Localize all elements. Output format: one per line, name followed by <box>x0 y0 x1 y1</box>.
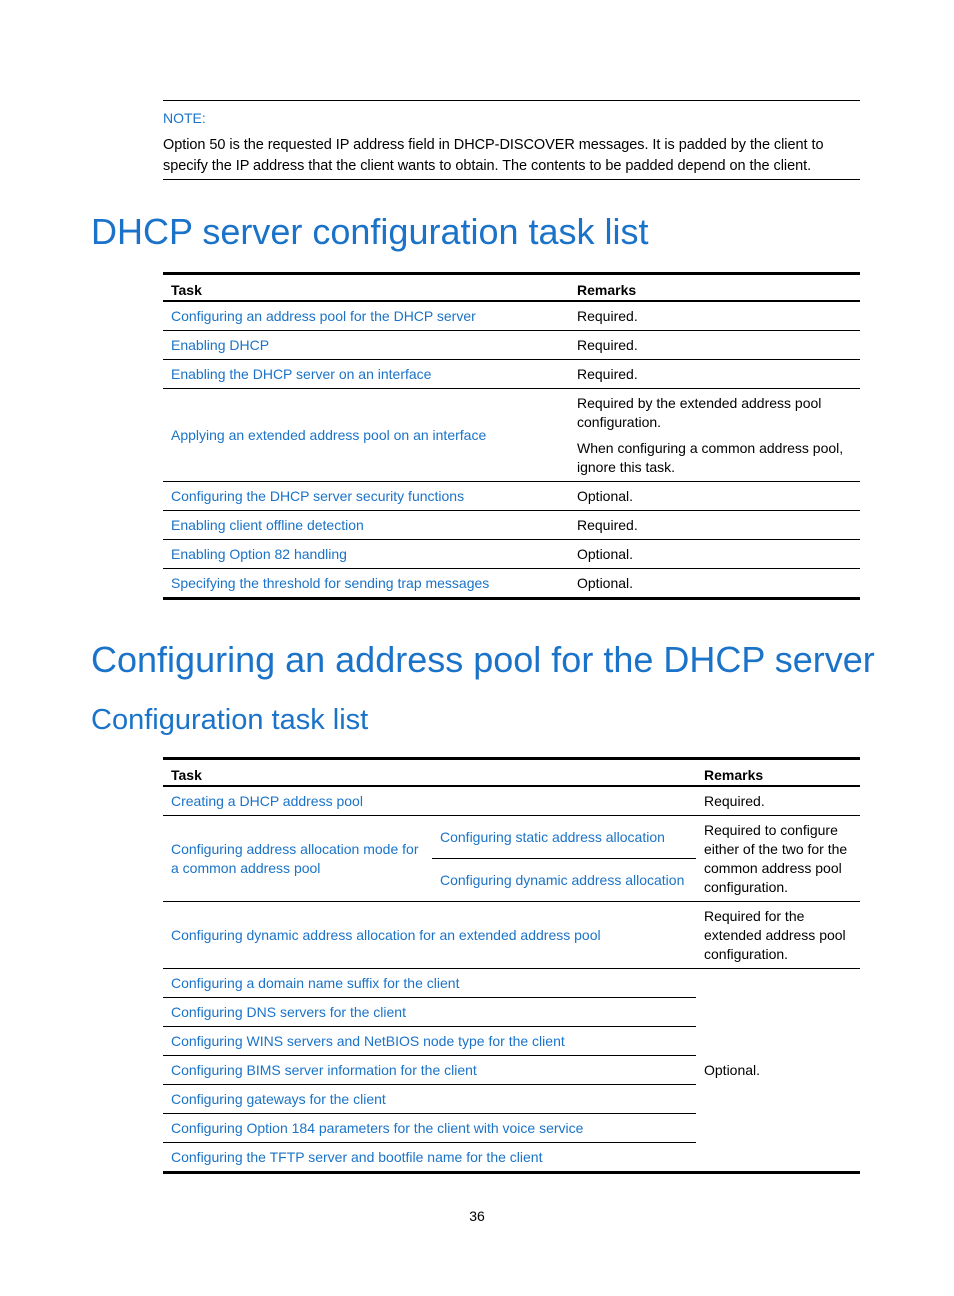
task-link-option-82[interactable]: Enabling Option 82 handling <box>171 546 347 562</box>
remarks-cell: Optional. <box>704 1062 761 1078</box>
task-link-dynamic-allocation[interactable]: Configuring dynamic address allocation <box>440 872 685 888</box>
remarks-cell: Required for the extended address pool configuration. <box>696 902 860 969</box>
note-box <box>163 100 860 180</box>
table-row <box>163 301 860 331</box>
remarks-cell: Required to configure either of the two for the common address pool configuration. <box>696 816 860 902</box>
section-heading-address-pool: Configuring an address pool for the DHCP server <box>91 639 875 680</box>
page-number: 36 <box>469 1208 485 1224</box>
column-header-task: Task <box>163 274 569 302</box>
remarks-cell: Required. <box>569 331 860 360</box>
task-link-gateways[interactable]: Configuring gateways for the client <box>171 1091 386 1107</box>
table-row <box>163 902 860 969</box>
task-link-address-pool[interactable]: Configuring an address pool for the DHCP server <box>171 308 476 324</box>
column-header-remarks: Remarks <box>696 759 860 787</box>
task-link-tftp-bootfile[interactable]: Configuring the TFTP server and bootfile name for the client <box>171 1149 543 1165</box>
remarks-paragraph: When configuring a common address pool, ignore this task. <box>577 440 844 475</box>
task-link-create-pool[interactable]: Creating a DHCP address pool <box>171 793 363 809</box>
table-row <box>163 540 860 569</box>
remarks-cell: Required. <box>569 511 860 540</box>
task-link-offline-detection[interactable]: Enabling client offline detection <box>171 517 364 533</box>
task-link-extended-dynamic-allocation[interactable]: Configuring dynamic address allocation for an extended address pool <box>171 927 601 943</box>
table-header-row <box>163 759 860 787</box>
task-link-trap-threshold[interactable]: Specifying the threshold for sending trap messages <box>171 575 490 591</box>
task-link-allocation-mode[interactable]: Configuring address allocation mode for a common address pool <box>171 841 419 876</box>
table-row <box>163 331 860 360</box>
table-row <box>163 482 860 511</box>
remarks-paragraph: Required by the extended address pool configuration. <box>577 395 822 430</box>
dhcp-server-task-table <box>163 272 860 600</box>
subsection-heading-config-task-list: Configuration task list <box>91 704 369 736</box>
task-link-extended-pool-interface[interactable]: Applying an extended address pool on an interface <box>171 427 487 443</box>
task-link-option-184[interactable]: Configuring Option 184 parameters for the client with voice service <box>171 1120 584 1136</box>
table-row <box>163 816 860 859</box>
task-link-dns-servers[interactable]: Configuring DNS servers for the client <box>171 1004 406 1020</box>
section-heading-task-list: DHCP server configuration task list <box>91 211 649 252</box>
address-pool-task-table <box>163 757 860 1174</box>
remarks-cell: Optional. <box>569 540 860 569</box>
column-header-task: Task <box>163 759 696 787</box>
task-link-enable-dhcp[interactable]: Enabling DHCP <box>171 337 270 353</box>
table-row <box>163 360 860 389</box>
task-link-static-allocation[interactable]: Configuring static address allocation <box>440 829 665 845</box>
remarks-cell: Required. <box>569 360 860 389</box>
task-link-enable-server-interface[interactable]: Enabling the DHCP server on an interface <box>171 366 432 382</box>
task-link-wins-servers[interactable]: Configuring WINS servers and NetBIOS node type for the client <box>171 1033 565 1049</box>
column-header-remarks: Remarks <box>569 274 860 302</box>
table-row <box>163 389 860 482</box>
table-row <box>163 569 860 599</box>
task-link-bims-server[interactable]: Configuring BIMS server information for the client <box>171 1062 477 1078</box>
note-label: NOTE: <box>163 110 206 126</box>
remarks-cell: Optional. <box>577 575 634 591</box>
note-text: Option 50 is the requested IP address field in DHCP-DISCOVER messages. It is padded by the client to specify the IP address that the client wants to obtain. The contents to be padded depend on the client. <box>163 137 824 174</box>
table-row <box>163 969 860 998</box>
table-header-row <box>163 274 860 302</box>
remarks-cell <box>569 389 860 482</box>
remarks-cell: Optional. <box>569 482 860 511</box>
remarks-cell: Required. <box>696 786 860 816</box>
task-link-domain-suffix[interactable]: Configuring a domain name suffix for the client <box>171 975 460 991</box>
remarks-cell: Required. <box>569 301 860 331</box>
table-row <box>163 786 860 816</box>
table-row <box>163 511 860 540</box>
task-link-security-functions[interactable]: Configuring the DHCP server security functions <box>171 488 465 504</box>
